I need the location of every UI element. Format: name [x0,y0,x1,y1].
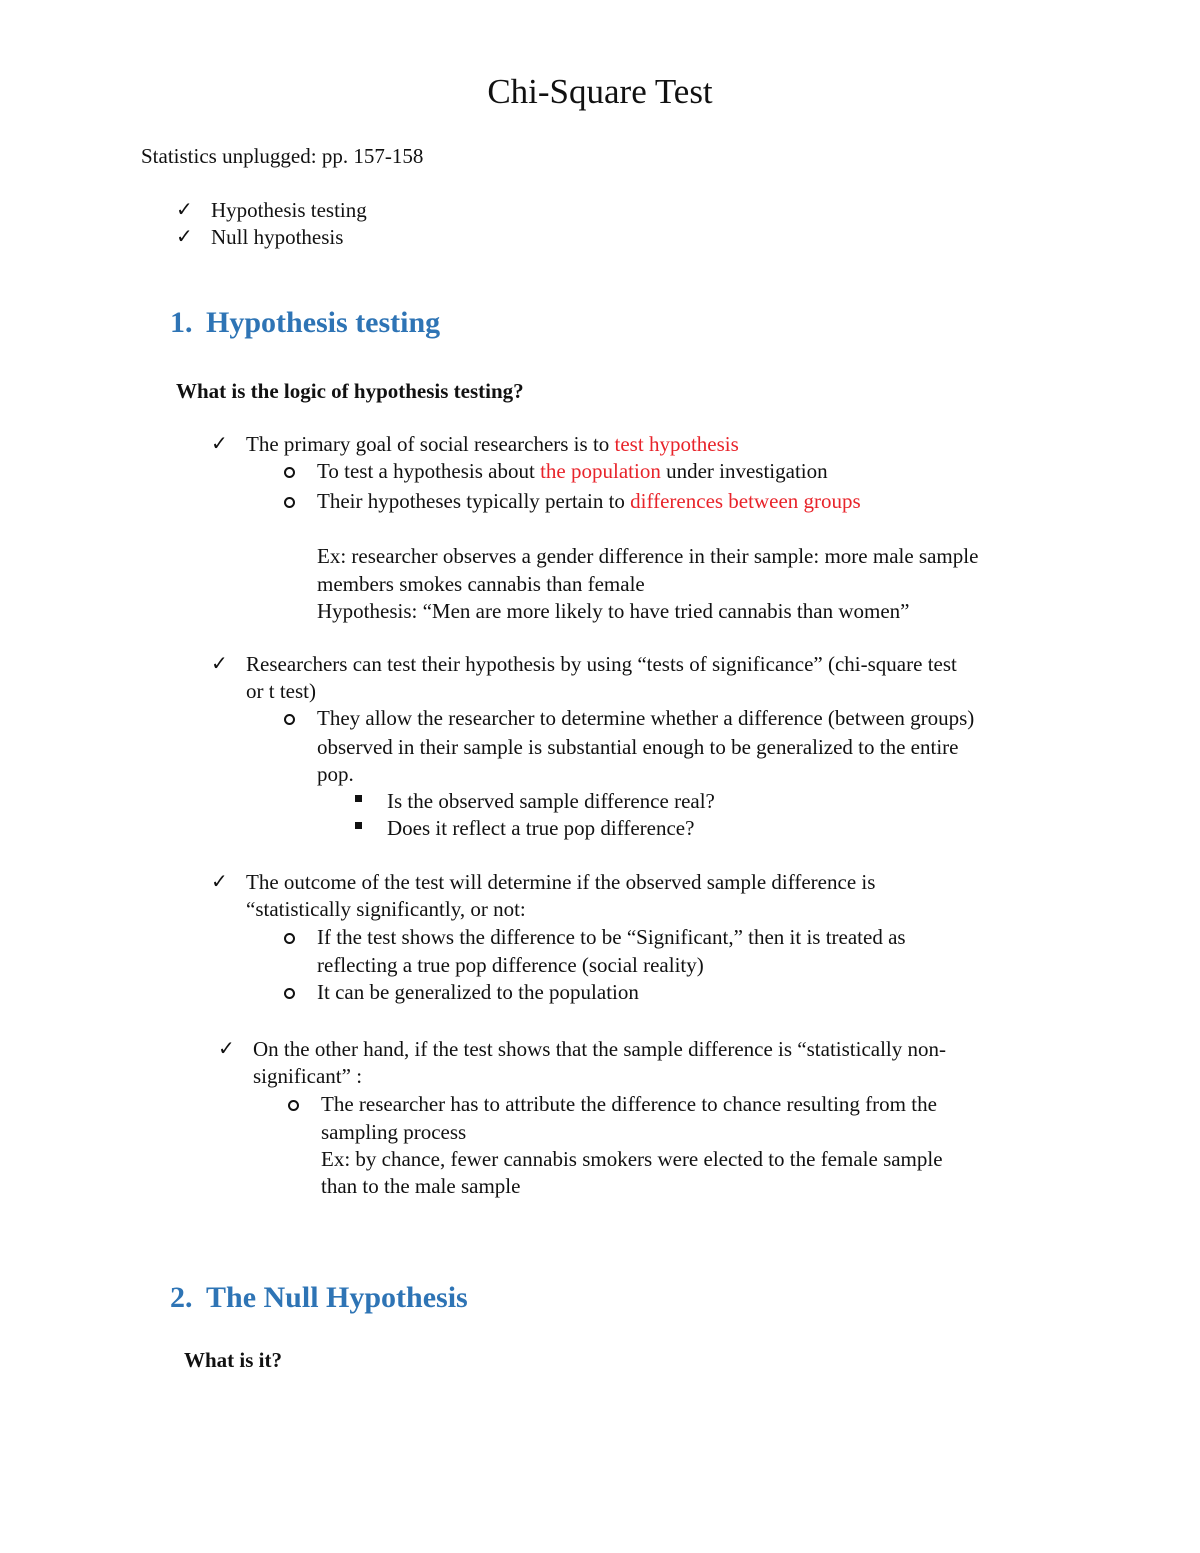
source-reference: Statistics unplugged: pp. 157-158 [141,144,424,168]
sub-bullet-line: If the test shows the difference to be “Significant,” then it is treated as [317,925,906,949]
check-icon: ✓ [218,1036,235,1060]
topic-item: Null hypothesis [211,225,344,249]
document-title: Chi-Square Test [487,72,713,111]
circle-bullet-icon [284,714,295,725]
sub-bullet-line: Ex: by chance, fewer cannabis smokers were elected to the female sample [321,1147,943,1171]
bullet-outcome-cont: “statistically significantly, or not: [246,897,526,921]
check-icon: ✓ [176,197,193,221]
sub-sub-bullet: Is the observed sample difference real? [387,789,715,813]
section-2-question: What is it? [184,1348,283,1372]
circle-bullet-icon [284,467,295,478]
example-line: members smokes cannabis than female [317,572,645,596]
square-bullet-icon [355,822,362,829]
check-icon: ✓ [211,431,228,455]
check-icon: ✓ [211,869,228,893]
sub-bullet-line: observed in their sample is substantial enough to be generalized to the entire [317,735,959,759]
sub-bullet-line: They allow the researcher to determine whether a difference (between groups) [317,706,975,730]
circle-bullet-icon [284,933,295,944]
bullet-outcome: The outcome of the test will determine if the observed sample difference is [246,870,876,894]
sub-bullet-line: pop. [317,762,354,786]
check-icon: ✓ [176,224,193,248]
section-1-question: What is the logic of hypothesis testing? [176,379,524,403]
check-icon: ✓ [211,651,228,675]
sub-sub-bullet: Does it reflect a true pop difference? [387,816,695,840]
section-1-heading: 1. Hypothesis testing [170,306,441,339]
bullet-tests-of-significance-cont: or t test) [246,679,316,703]
sub-bullet-differences: Their hypotheses typically pertain to differences between groups [317,489,861,513]
circle-bullet-icon [288,1100,299,1111]
sub-bullet-line: It can be generalized to the population [317,980,639,1004]
circle-bullet-icon [284,497,295,508]
circle-bullet-icon [284,988,295,999]
sub-bullet-line: The researcher has to attribute the difference to chance resulting from the [321,1092,937,1116]
bullet-non-significant-cont: significant” : [253,1064,363,1088]
sub-bullet-line: reflecting a true pop difference (social reality) [317,953,704,977]
sub-bullet-population: To test a hypothesis about the population under investigation [317,459,828,483]
example-line: Ex: researcher observes a gender difference in their sample: more male sample [317,544,979,568]
hypothesis-example: Hypothesis: “Men are more likely to have tried cannabis than women” [317,599,910,623]
bullet-tests-of-significance: Researchers can test their hypothesis by using “tests of significance” (chi-square test [246,652,957,676]
topic-item: Hypothesis testing [211,198,367,222]
sub-bullet-line: than to the male sample [321,1174,521,1198]
bullet-non-significant: On the other hand, if the test shows that the sample difference is “statistically non- [253,1037,947,1061]
section-2-heading: 2. The Null Hypothesis [170,1281,468,1314]
bullet-primary-goal: The primary goal of social researchers is to test hypothesis [246,432,739,456]
square-bullet-icon [355,795,362,802]
sub-bullet-line: sampling process [321,1120,467,1144]
